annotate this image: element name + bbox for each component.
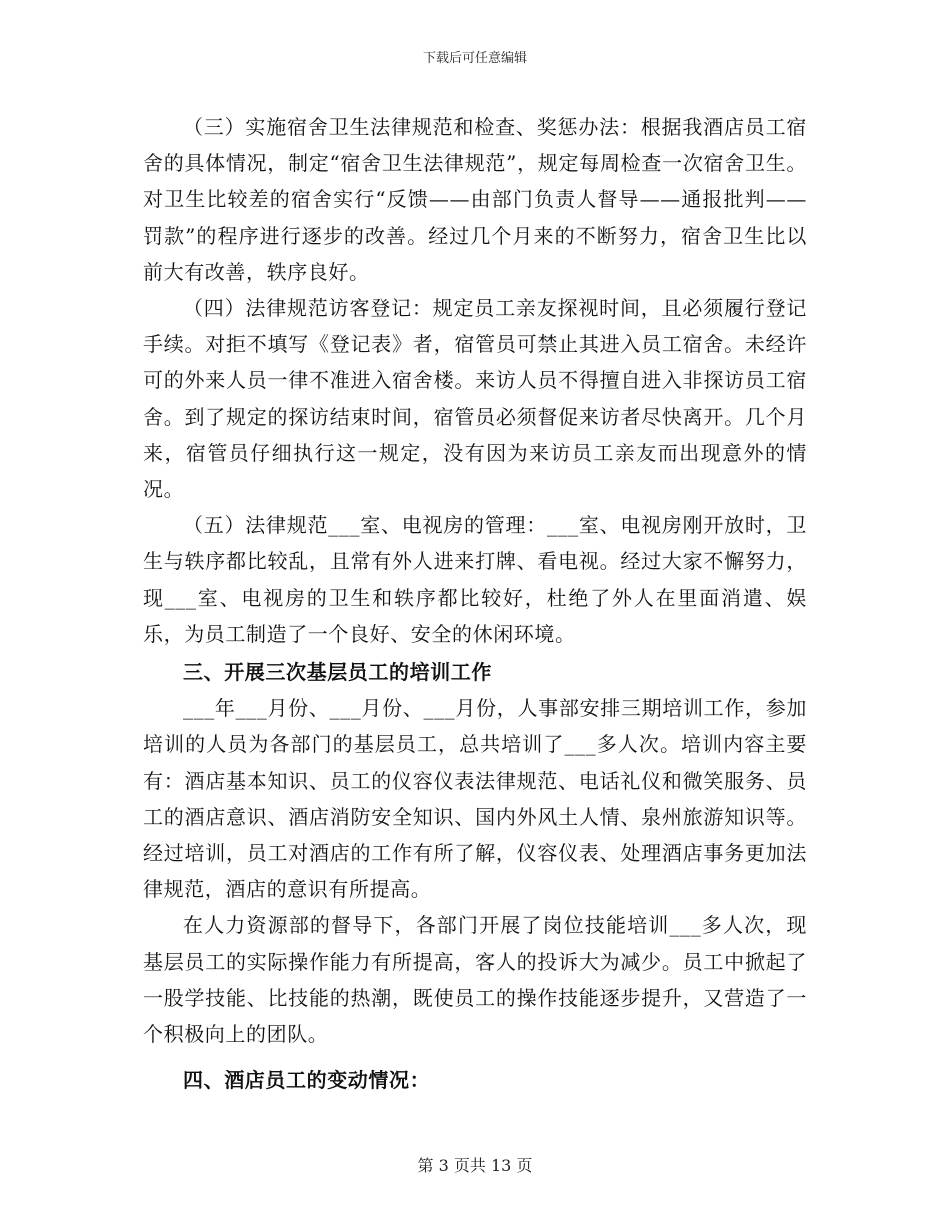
paragraph-tv-room-management: （五）法律规范___室、电视房的管理：___室、电视房刚开放时，卫生与轶序都比较乱，且常有外人进来打牌、看电视。经过大家不懈努力，现___室、电视房的卫生和轶序都比较好，杜绝了外人在里面消遣、娱乐，为员工制造了一个良好、安全的休闲环境。 bbox=[143, 513, 807, 646]
document-body bbox=[143, 109, 807, 1098]
section-heading-training: 三、开展三次基层员工的培训工作 bbox=[183, 660, 492, 685]
paragraph-training-sessions: ___年___月份、___月份、___月份，人事部安排三期培训工作，参加培训的人员为各部门的基层员工，总共培训了___多人次。培训内容主要有：酒店基本知识、员工的仪容仪表法律规范、电话礼仪和微笑服务、员工的酒店意识、酒店消防安全知识、国内外风土人情、泉州旅游知识等。经过培训，员工对酒店的工作有所了解，仪容仪表、处理酒店事务更加法律规范，酒店的意识有所提高。 bbox=[143, 696, 807, 902]
paragraph-visitor-registration: （四）法律规范访客登记：规定员工亲友探视时间，且必须履行登记手续。对拒不填写《登记表》者，宿管员可禁止其进入员工宿舍。未经许可的外来人员一律不准进入宿舍楼。来访人员不得擅自进入非探访员工宿舍。到了规定的探访结束时间，宿管员必须督促来访者尽快离开。几个月来，宿管员仔细执行这一规定，没有因为来访员工亲友而出现意外的情况。 bbox=[143, 296, 807, 502]
paragraph-skill-training: 在人力资源部的督导下，各部门开展了岗位技能培训___多人次，现基层员工的实际操作能力有所提高，客人的投诉大为减少。员工中掀起了一股学技能、比技能的热潮，既使员工的操作技能逐步提升，又营造了一个积极向上的团队。 bbox=[143, 913, 807, 1047]
paragraph-dorm-hygiene: （三）实施宿舍卫生法律规范和检查、奖惩办法：根据我酒店员工宿舍的具体情况，制定“宿舍卫生法律规范”，规定每周检查一次宿舍卫生。对卫生比较差的宿舍实行“反馈——由部门负责人督导——通报批判——罚款”的程序进行逐步的改善。经过几个月来的不断努力，宿舍卫生比以前大有改善，轶序良好。 bbox=[143, 115, 807, 284]
page-number: 第 3 页共 13 页 bbox=[417, 1156, 533, 1175]
page-header-note: 下载后可任意编辑 bbox=[422, 51, 527, 66]
section-heading-staff-changes: 四、酒店员工的变动情况： bbox=[183, 1068, 431, 1093]
